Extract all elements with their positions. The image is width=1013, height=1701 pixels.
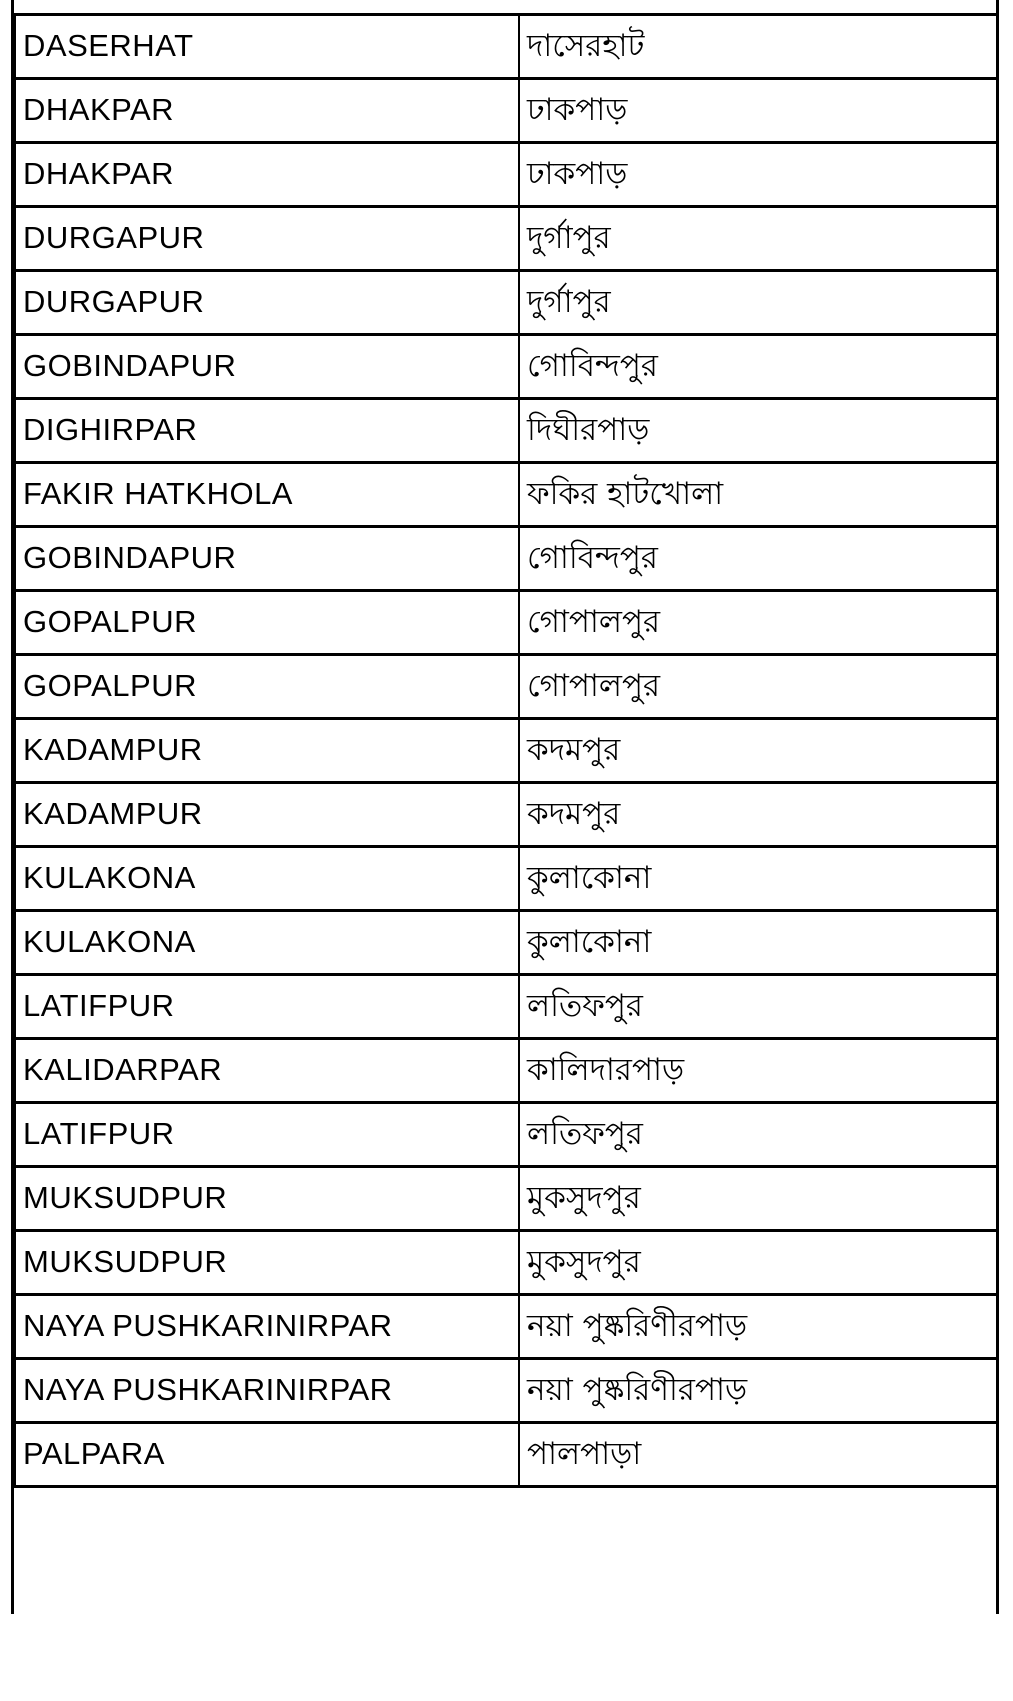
table-row bbox=[15, 1039, 997, 1103]
bengali-name-cell: কদমপুর bbox=[519, 719, 997, 783]
table-row bbox=[15, 15, 997, 79]
bengali-name-cell: কুলাকোনা bbox=[519, 911, 997, 975]
table-row bbox=[15, 271, 997, 335]
table-row bbox=[15, 783, 997, 847]
bengali-name-cell: ফকির হাটখোলা bbox=[519, 463, 997, 527]
village-name-table bbox=[14, 13, 998, 1488]
bengali-name-cell: ঢাকপাড় bbox=[519, 79, 997, 143]
table-row bbox=[15, 143, 997, 207]
english-name-cell: DASERHAT bbox=[15, 15, 519, 79]
english-name-cell: KADAMPUR bbox=[15, 783, 519, 847]
table-body bbox=[15, 15, 997, 1487]
english-name-cell: MUKSUDPUR bbox=[15, 1231, 519, 1295]
table-row bbox=[15, 591, 997, 655]
english-name-cell: FAKIR HATKHOLA bbox=[15, 463, 519, 527]
table-row bbox=[15, 975, 997, 1039]
bengali-name-cell: নয়া পুষ্করিণীরপাড় bbox=[519, 1295, 997, 1359]
english-name-cell: DURGAPUR bbox=[15, 207, 519, 271]
bengali-name-cell: মুকসুদপুর bbox=[519, 1167, 997, 1231]
table-row bbox=[15, 399, 997, 463]
bengali-name-cell: পালপাড়া bbox=[519, 1423, 997, 1487]
table-row bbox=[15, 1295, 997, 1359]
english-name-cell: KULAKONA bbox=[15, 911, 519, 975]
bengali-name-cell: লতিফপুর bbox=[519, 975, 997, 1039]
bengali-name-cell: কদমপুর bbox=[519, 783, 997, 847]
bengali-name-cell: ঢাকপাড় bbox=[519, 143, 997, 207]
english-name-cell: KULAKONA bbox=[15, 847, 519, 911]
table-row bbox=[15, 1359, 997, 1423]
right-column-edge bbox=[996, 0, 1013, 1614]
english-name-cell: LATIFPUR bbox=[15, 975, 519, 1039]
bengali-name-cell: কালিদারপাড় bbox=[519, 1039, 997, 1103]
english-name-cell: GOBINDAPUR bbox=[15, 335, 519, 399]
bengali-name-cell: মুকসুদপুর bbox=[519, 1231, 997, 1295]
table-row bbox=[15, 207, 997, 271]
table-row bbox=[15, 1103, 997, 1167]
table-row bbox=[15, 911, 997, 975]
table-row bbox=[15, 79, 997, 143]
bengali-name-cell: দিঘীরপাড় bbox=[519, 399, 997, 463]
english-name-cell: GOBINDAPUR bbox=[15, 527, 519, 591]
table-row bbox=[15, 463, 997, 527]
bengali-name-cell: দুর্গাপুর bbox=[519, 271, 997, 335]
bengali-name-cell: নয়া পুষ্করিণীরপাড় bbox=[519, 1359, 997, 1423]
cropped-header-fragment bbox=[0, 0, 1013, 13]
bengali-name-cell: গোবিন্দপুর bbox=[519, 335, 997, 399]
english-name-cell: KADAMPUR bbox=[15, 719, 519, 783]
table-row bbox=[15, 719, 997, 783]
english-name-cell: NAYA PUSHKARINIRPAR bbox=[15, 1359, 519, 1423]
english-name-cell: PALPARA bbox=[15, 1423, 519, 1487]
bengali-name-cell: গোপালপুর bbox=[519, 655, 997, 719]
bengali-name-cell: দাসেরহাট bbox=[519, 15, 997, 79]
english-name-cell: DHAKPAR bbox=[15, 79, 519, 143]
bengali-name-cell: কুলাকোনা bbox=[519, 847, 997, 911]
table-row bbox=[15, 1231, 997, 1295]
bengali-name-cell: দুর্গাপুর bbox=[519, 207, 997, 271]
table-row bbox=[15, 847, 997, 911]
bengali-name-cell: গোপালপুর bbox=[519, 591, 997, 655]
table-row bbox=[15, 335, 997, 399]
english-name-cell: MUKSUDPUR bbox=[15, 1167, 519, 1231]
english-name-cell: LATIFPUR bbox=[15, 1103, 519, 1167]
english-name-cell: GOPALPUR bbox=[15, 591, 519, 655]
english-name-cell: DURGAPUR bbox=[15, 271, 519, 335]
left-column-edge bbox=[0, 0, 14, 1614]
english-name-cell: NAYA PUSHKARINIRPAR bbox=[15, 1295, 519, 1359]
table-row bbox=[15, 1167, 997, 1231]
english-name-cell: GOPALPUR bbox=[15, 655, 519, 719]
table-row bbox=[15, 1423, 997, 1487]
table-row bbox=[15, 527, 997, 591]
english-name-cell: DHAKPAR bbox=[15, 143, 519, 207]
bengali-name-cell: গোবিন্দপুর bbox=[519, 527, 997, 591]
bengali-name-cell: লতিফপুর bbox=[519, 1103, 997, 1167]
english-name-cell: DIGHIRPAR bbox=[15, 399, 519, 463]
english-name-cell: KALIDARPAR bbox=[15, 1039, 519, 1103]
table-row bbox=[15, 655, 997, 719]
